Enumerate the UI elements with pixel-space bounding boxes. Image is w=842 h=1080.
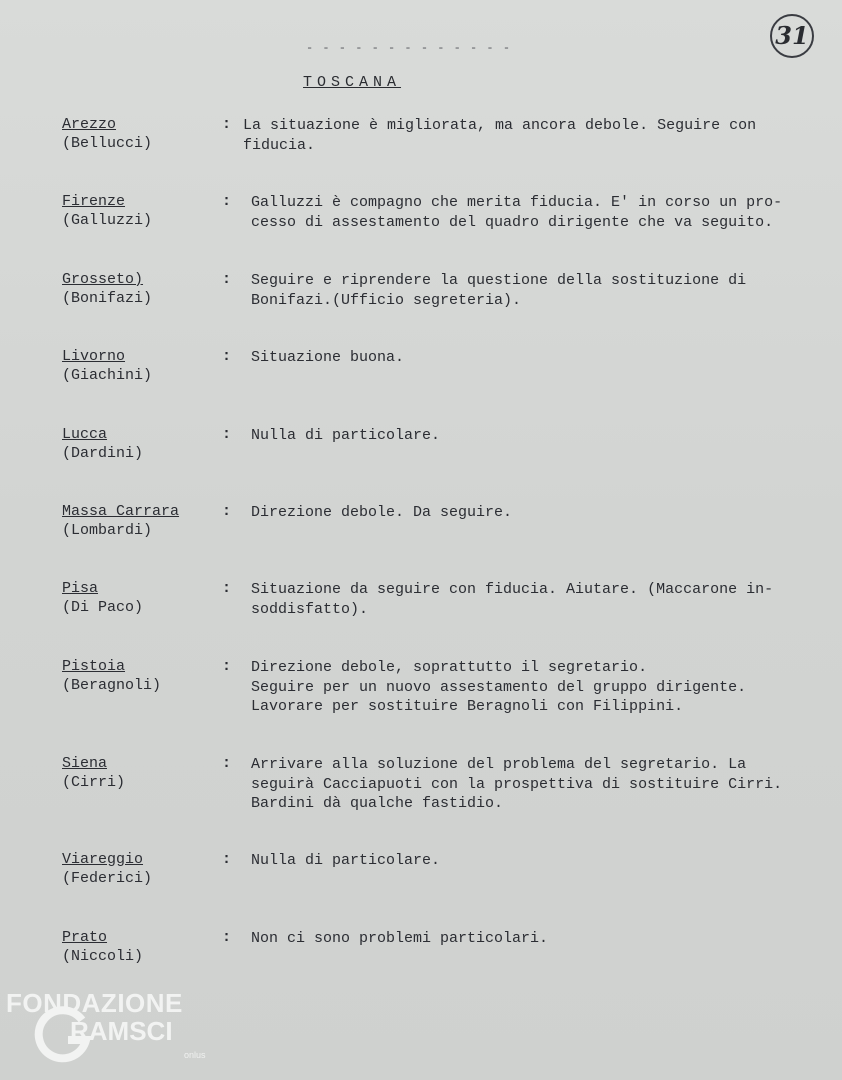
logo-line1: FONDAZIONE — [6, 988, 183, 1018]
person-name: (Galluzzi) — [62, 212, 153, 229]
separator-colon: : — [222, 580, 232, 597]
city-name: Viareggio — [62, 851, 144, 868]
city-name: Livorno — [62, 348, 126, 365]
city-name: Grosseto) — [62, 271, 144, 288]
entry-note: Nulla di particolare. — [251, 852, 441, 869]
person-name: (Federici) — [62, 870, 153, 887]
entry-note: Non ci sono problemi particolari. — [251, 930, 549, 947]
page-title: TOSCANA — [303, 74, 402, 91]
entry-note: Direzione debole, soprattutto il segretario. Seguire per un nuovo assestamento del gruppo dirigente. Lavorare per sostituire Beragnoli con Filippini. — [251, 659, 747, 715]
separator-colon: : — [222, 658, 232, 675]
logo-sub: onlus — [184, 1050, 206, 1060]
city-name: Pisa — [62, 580, 99, 597]
person-name: (Niccoli) — [62, 948, 144, 965]
entry-note: Galluzzi è compagno che merita fiducia. E' in corso un pro- cesso di assestamento del quadro dirigente che va seguito. — [251, 194, 783, 231]
entry-note: Seguire e riprendere la questione della sostituzione di Bonifazi.(Ufficio segreteria). — [251, 272, 747, 309]
separator-colon: : — [222, 193, 232, 210]
entry-note: Situazione buona. — [251, 349, 405, 366]
separator-colon: : — [222, 116, 232, 133]
city-name: Lucca — [62, 426, 108, 443]
entry-note: Situazione da seguire con fiducia. Aiutare. (Maccarone in- soddisfatto). — [251, 581, 774, 618]
separator-colon: : — [222, 929, 232, 946]
city-name: Firenze — [62, 193, 126, 210]
city-name: Pistoia — [62, 658, 126, 675]
person-name: (Beragnoli) — [62, 677, 162, 694]
person-name: (Dardini) — [62, 445, 144, 462]
city-name: Massa Carrara — [62, 503, 180, 520]
separator-colon: : — [222, 271, 232, 288]
person-name: (Cirri) — [62, 774, 126, 791]
separator-colon: : — [222, 503, 232, 520]
entry-note: Arrivare alla soluzione del problema del segretario. La seguirà Cacciapuoti con la prospettiva di sostituire Cirri. Bardini dà qualche fastidio. — [251, 756, 783, 812]
page-number: 31 — [770, 14, 814, 58]
entry-note: Nulla di particolare. — [251, 427, 441, 444]
city-name: Arezzo — [62, 116, 117, 133]
person-name: (Bellucci) — [62, 135, 153, 152]
entry-note: Direzione debole. Da seguire. — [251, 504, 513, 521]
city-name: Prato — [62, 929, 108, 946]
fondazione-gramsci-logo — [6, 988, 216, 1078]
person-name: (Lombardi) — [62, 522, 153, 539]
person-name: (Giachini) — [62, 367, 153, 384]
logo-line2: RAMSCI — [70, 1016, 173, 1046]
person-name: (Bonifazi) — [62, 290, 153, 307]
city-name: Siena — [62, 755, 108, 772]
separator-colon: : — [222, 851, 232, 868]
separator-colon: : — [222, 426, 232, 443]
entry-note: La situazione è migliorata, ma ancora debole. Seguire con fiducia. — [243, 117, 757, 154]
separator-colon: : — [222, 348, 232, 365]
separator-colon: : — [222, 755, 232, 772]
header-dashes: - - - - - - - - - - - - - — [306, 41, 512, 55]
person-name: (Di Paco) — [62, 599, 144, 616]
